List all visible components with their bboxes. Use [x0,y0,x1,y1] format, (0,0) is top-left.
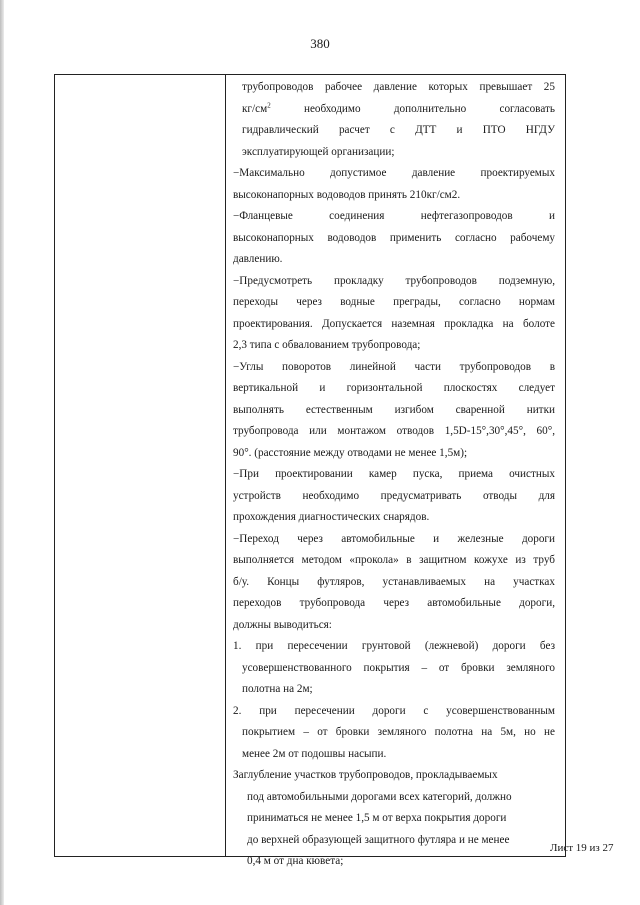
text-line: менее 2м от подошвы насыпи. [242,747,387,760]
list-item-launch-chambers [233,464,555,529]
table-content-cell [233,77,555,873]
text-line: гидравлический расчет с ДТТ и ПТО НГДУ [242,124,555,136]
list-item-turn-angles [233,357,555,465]
text-line: −Углы поворотов линейной части трубопроводов в [233,360,555,373]
text-line: −Предусмотреть прокладку трубопроводов подземную, [233,274,555,287]
text-line: 90°. (расстояние между отводами не менее 1,5м); [233,446,468,459]
list-item-flanges [233,206,555,271]
text-line-with-superscript: $кг/см^2$ необходимо дополнительно согласовать [242,100,555,115]
text-line: переходов трубопровода через автомобильные дороги, [233,597,555,609]
scan-edge [0,0,4,905]
text-line: трубопроводов рабочее давление которых превышает 25 [242,81,555,93]
numbered-item-1 [233,636,555,701]
document-table [54,74,566,867]
text-line: вертикальной и горизонтальной плоскостях следует [233,382,555,394]
paragraph-pressure-coordination [233,77,555,163]
text-line: −Переход через автомобильные и железные дороги [233,532,555,545]
text-line: 2,3 типа с обвалованием трубопровода; [233,339,421,351]
text-line: прохождения диагностических снарядов. [233,511,430,523]
list-item-max-pressure [233,163,555,206]
text-line: Заглубление участков трубопроводов, прокладываемых [233,769,498,781]
text-line: высоконапорных водоводов принять 210кг/см2. [233,188,461,201]
text-line: до верхней образующей защитного футляра и не менее [247,833,510,846]
text-line: под автомобильными дорогами всех категорий, должно [247,790,512,803]
text-line: трубопровода или монтажом отводов 1,5D-15°,30°,45°, 60°, [233,425,555,437]
paragraph-burial-depth-heading [233,765,555,787]
text-line: высоконапорных водоводов применить согласно рабочему [233,231,555,244]
text-line: −Максимально допустимое давление проектируемых [233,167,555,179]
text-line: переходы через водные преграды, согласно нормам [233,296,555,308]
list-item-road-crossing [233,529,555,637]
text-line: 1. при пересечении грунтовой (лежневой) дороги без [233,640,555,652]
numbered-item-2 [233,701,555,766]
sheet-number-label: Лист 19 из 27 [550,842,614,854]
text-line: устройств необходимо предусматривать отводы для [233,489,555,502]
text-line: проектирования. Допускается наземная прокладка на болоте [233,317,555,330]
page-number: 380 [310,36,330,51]
text-line: 0,4 м от дна кювета; [247,855,344,867]
text-line: должны выводиться: [233,618,332,631]
text-line: б/у. Концы футляров, устанавливаемых на участках [233,575,555,588]
text-line: выполнять естественным изгибом сваренной нитки [233,403,555,416]
text-line: полотна на 2м; [242,683,313,695]
text-line: эксплуатирующей организации; [242,145,395,158]
text-line: −При проектировании камер пуска, приема очистных [233,468,555,480]
text-line: приниматься не менее 1,5 м от верха покрытия дороги [247,812,507,824]
text-line: давлению. [233,253,283,265]
text-line: выполняется методом «прокола» в защитном кожухе из труб [233,554,555,566]
text-line: усовершенствованного покрытия – от бровки земляного [242,661,555,674]
column-divider [225,75,226,856]
text-line: 2. при пересечении дороги с усовершенствованным [233,704,555,717]
list-item-underground-laying [233,271,555,357]
text-line: покрытием – от бровки земляного полотна на 5м, но не [242,726,555,738]
text-line: −Фланцевые соединения нефтегазопроводов и [233,210,555,222]
paragraph-burial-depth [233,787,555,873]
